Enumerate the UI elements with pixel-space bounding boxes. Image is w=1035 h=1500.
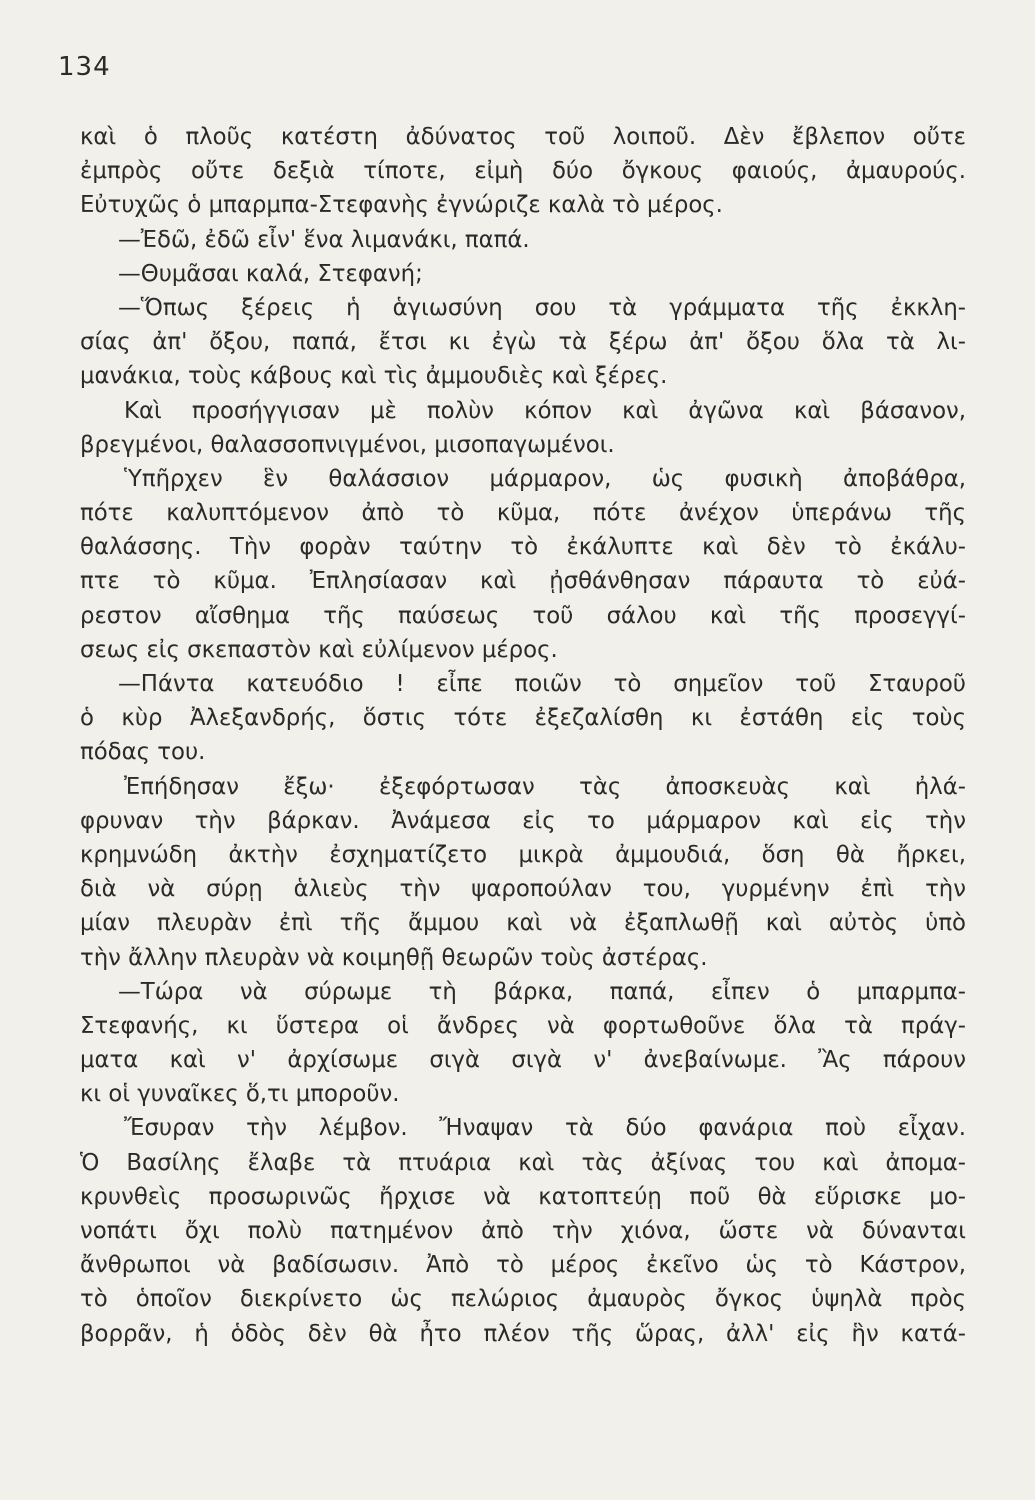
text-line: φρυναν τὴν βάρκαν. Ἀνάμεσα εἰς το μάρμαρον καὶ εἰς τὴν (80, 807, 966, 834)
text-line: πότε καλυπτόμενον ἀπὸ τὸ κῦμα, πότε ἀνέχον ὑπεράνω τῆς (80, 500, 966, 527)
text-line: —Τώρα νὰ σύρωμε τὴ βάρκα, παπά, εἶπεν ὁ μπαρμπα- (118, 978, 966, 1005)
text-line: βορρᾶν, ἡ ὁδὸς δὲν θὰ ἦτο πλέον τῆς ὥρας, ἀλλ' εἰς ἣν κατά- (80, 1320, 966, 1347)
text-line: Στεφανής, κι ὕστερα οἱ ἄνδρες νὰ φορτωθοῦνε ὅλα τὰ πράγ- (80, 1012, 966, 1039)
text-line: Ὑπῆρχεν ἓν θαλάσσιον μάρμαρον, ὡς φυσικὴ ἀποβάθρα, (124, 465, 966, 492)
text-line: κρυνθεὶς προσωρινῶς ἤρχισε νὰ κατοπτεύῃ ποῦ θὰ εὕρισκε μο- (80, 1183, 966, 1210)
text-line: Εὐτυχῶς ὁ μπαρμπα-Στεφανὴς ἐγνώριζε καλὰ τὸ μέρος. (80, 192, 723, 219)
text-line: κρημνώδη ἀκτὴν ἐσχηματίζετο μικρὰ ἀμμουδιά, ὅση θὰ ἤρκει, (80, 841, 966, 868)
text-line: θαλάσσης. Τὴν φορὰν ταύτην τὸ ἐκάλυπτε καὶ δὲν τὸ ἐκάλυ- (80, 534, 966, 561)
text-line: Ἐπήδησαν ἔξω· ἐξεφόρτωσαν τὰς ἀποσκευὰς καὶ ἠλά- (124, 773, 966, 800)
text-line: —Ἐδῶ, ἐδῶ εἶν' ἕνα λιμανάκι, παπά. (118, 226, 530, 253)
text-line: καὶ ὁ πλοῦς κατέστη ἀδύνατος τοῦ λοιποῦ. Δὲν ἔβλεπον οὔτε (80, 124, 966, 150)
text-line: ὁ κὺρ Ἀλεξανδρής, ὅστις τότε ἐξεζαλίσθη κι ἐστάθη εἰς τοὺς (80, 705, 966, 732)
text-line: ἐμπρὸς οὔτε δεξιὰ τίποτε, εἰμὴ δύο ὄγκους φαιούς, ἀμαυρούς. (80, 158, 966, 185)
text-line: Ὁ Βασίλης ἔλαβε τὰ πτυάρια καὶ τὰς ἀξίνας του καὶ ἀπομα- (80, 1149, 966, 1176)
body-text (80, 120, 966, 1351)
text-line: σεως εἰς σκεπαστὸν καὶ εὐλίμενον μέρος. (80, 636, 558, 663)
text-line: διὰ νὰ σύρῃ ἁλιεὺς τὴν ψαροπούλαν του, γυρμένην ἐπὶ τὴν (80, 876, 966, 903)
text-line: ματα καὶ ν' ἀρχίσωμε σιγὰ σιγὰ ν' ἀνεβαίνωμε. Ἂς πάρουν (80, 1047, 966, 1074)
text-line: —Θυμᾶσαι καλά, Στεφανή; (118, 260, 423, 287)
page-number: 134 (58, 52, 111, 82)
text-line: πόδας του. (80, 739, 206, 766)
text-line: κι οἱ γυναῖκες ὅ,τι μποροῦν. (80, 1081, 400, 1108)
text-line: μανάκια, τοὺς κάβους καὶ τὶς ἀμμουδιὲς καὶ ξέρες. (80, 363, 668, 390)
text-line: μίαν πλευρὰν ἐπὶ τῆς ἄμμου καὶ νὰ ἐξαπλωθῇ καὶ αὐτὸς ὑπὸ (80, 910, 966, 937)
text-line: σίας ἀπ' ὄξου, παπά, ἔτσι κι ἐγὼ τὰ ξέρω ἀπ' ὄξου ὅλα τὰ λι- (80, 329, 966, 356)
text-line: —Ὅπως ξέρεις ἡ ἁγιωσύνη σου τὰ γράμματα τῆς ἐκκλη- (118, 294, 966, 321)
text-line: τὴν ἄλλην πλευρὰν νὰ κοιμηθῇ θεωρῶν τοὺς ἀστέρας. (80, 944, 708, 971)
text-line: Καὶ προσήγγισαν μὲ πολὺν κόπον καὶ ἀγῶνα καὶ βάσανον, (124, 397, 966, 424)
text-line: ρεστον αἴσθημα τῆς παύσεως τοῦ σάλου καὶ τῆς προσεγγί- (80, 602, 966, 629)
text-line: τὸ ὁποῖον διεκρίνετο ὡς πελώριος ἀμαυρὸς ὄγκος ὑψηλὰ πρὸς (80, 1286, 966, 1313)
text-line: πτε τὸ κῦμα. Ἐπλησίασαν καὶ ᾐσθάνθησαν πάραυτα τὸ εὐά- (80, 568, 966, 595)
text-line: βρεγμένοι, θαλασσοπνιγμένοι, μισοπαγωμένοι. (80, 431, 615, 458)
text-line: ἄνθρωποι νὰ βαδίσωσιν. Ἀπὸ τὸ μέρος ἐκεῖνο ὡς τὸ Κάστρον, (80, 1252, 966, 1279)
text-line: —Πάντα κατευόδιο ! εἶπε ποιῶν τὸ σημεῖον τοῦ Σταυροῦ (118, 671, 966, 697)
text-line: νοπάτι ὄχι πολὺ πατημένον ἀπὸ τὴν χιόνα, ὥστε νὰ δύνανται (80, 1218, 966, 1244)
text-line: Ἔσυραν τὴν λέμβον. Ἤναψαν τὰ δύο φανάρια ποὺ εἶχαν. (124, 1115, 966, 1142)
